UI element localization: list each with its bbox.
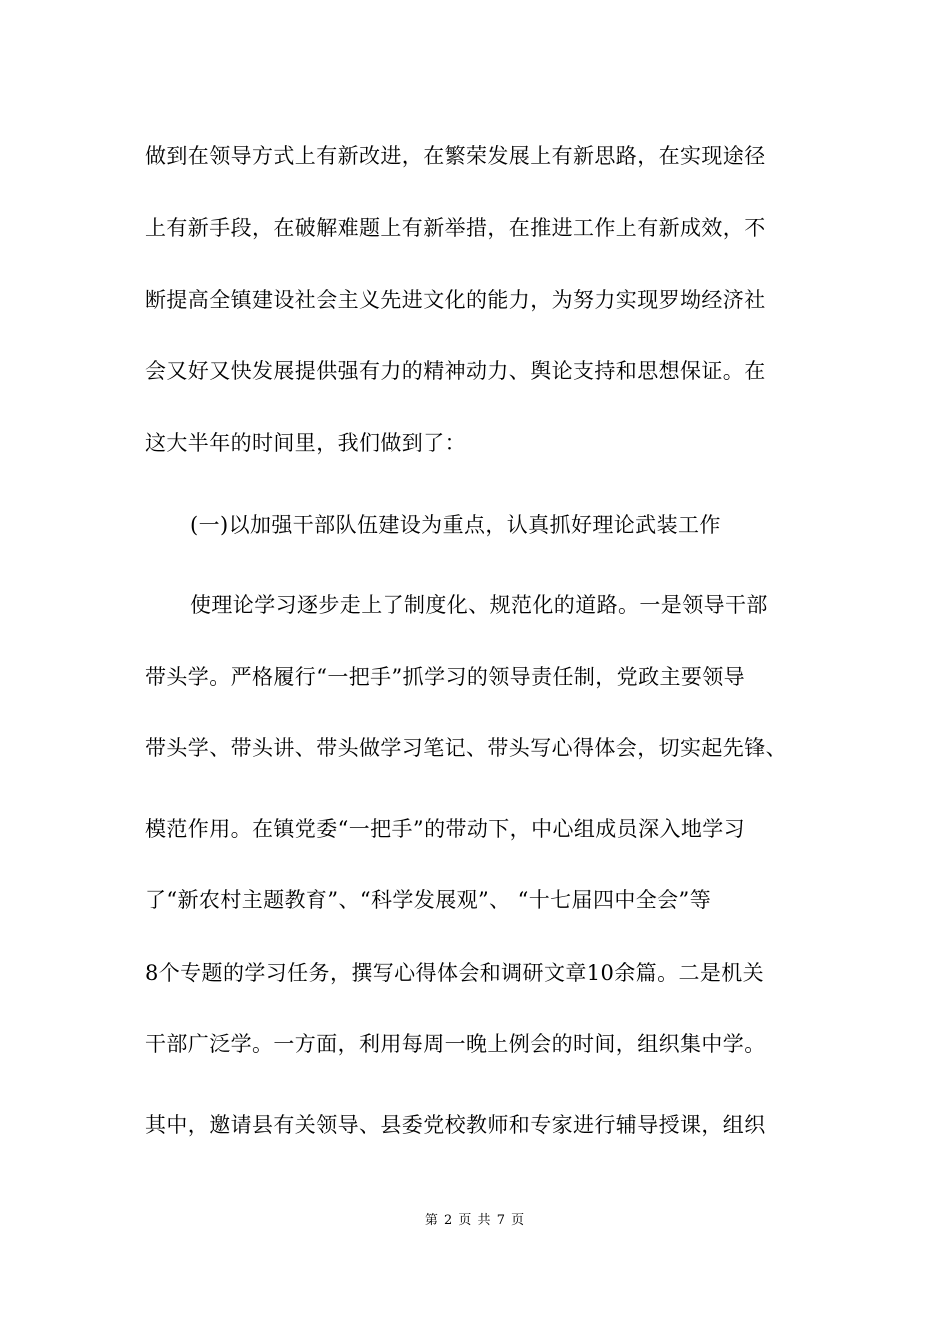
text-line: 断提高全镇建设社会主义先进文化的能力，为努力实现罗坳经济社 bbox=[145, 288, 766, 312]
text-line: 带头学、带头讲、带头做学习笔记、带头写心得体会，切实起先锋、 bbox=[145, 736, 787, 760]
text-line: 会又好又快发展提供强有力的精神动力、舆论支持和思想保证。在 bbox=[145, 359, 766, 383]
text-line: 了“新农村主题教育”、“科学发展观”、 “十七届四中全会”等 bbox=[145, 888, 712, 912]
text-line: 做到在领导方式上有新改进，在繁荣发展上有新思路，在实现途径 bbox=[145, 144, 766, 168]
text-line: 上有新手段，在破解难题上有新举措，在推进工作上有新成效，不 bbox=[145, 216, 766, 240]
page-footer: 第 2 页 共 7 页 bbox=[424, 1213, 526, 1228]
text-line: 其中，邀请县有关领导、县委党校教师和专家进行辅导授课，组织 bbox=[145, 1113, 766, 1137]
paragraph-start: 使理论学习逐步走上了制度化、规范化的道路。一是领导干部 bbox=[190, 593, 768, 617]
section-heading: (一)以加强干部队伍建设为重点，认真抓好理论武装工作 bbox=[190, 513, 721, 537]
text-line: 这大半年的时间里，我们做到了： bbox=[145, 431, 466, 455]
text-line: 带头学。严格履行“一把手”抓学习的领导责任制，党政主要领导 bbox=[145, 665, 746, 689]
text-line: 模范作用。在镇党委“一把手”的带动下，中心组成员深入地学习 bbox=[145, 817, 746, 841]
text-line: 8个专题的学习任务，撰写心得体会和调研文章10余篇。二是机关 bbox=[145, 961, 765, 985]
text-line: 干部广泛学。一方面，利用每周一晚上例会的时间，组织集中学。 bbox=[145, 1032, 766, 1056]
